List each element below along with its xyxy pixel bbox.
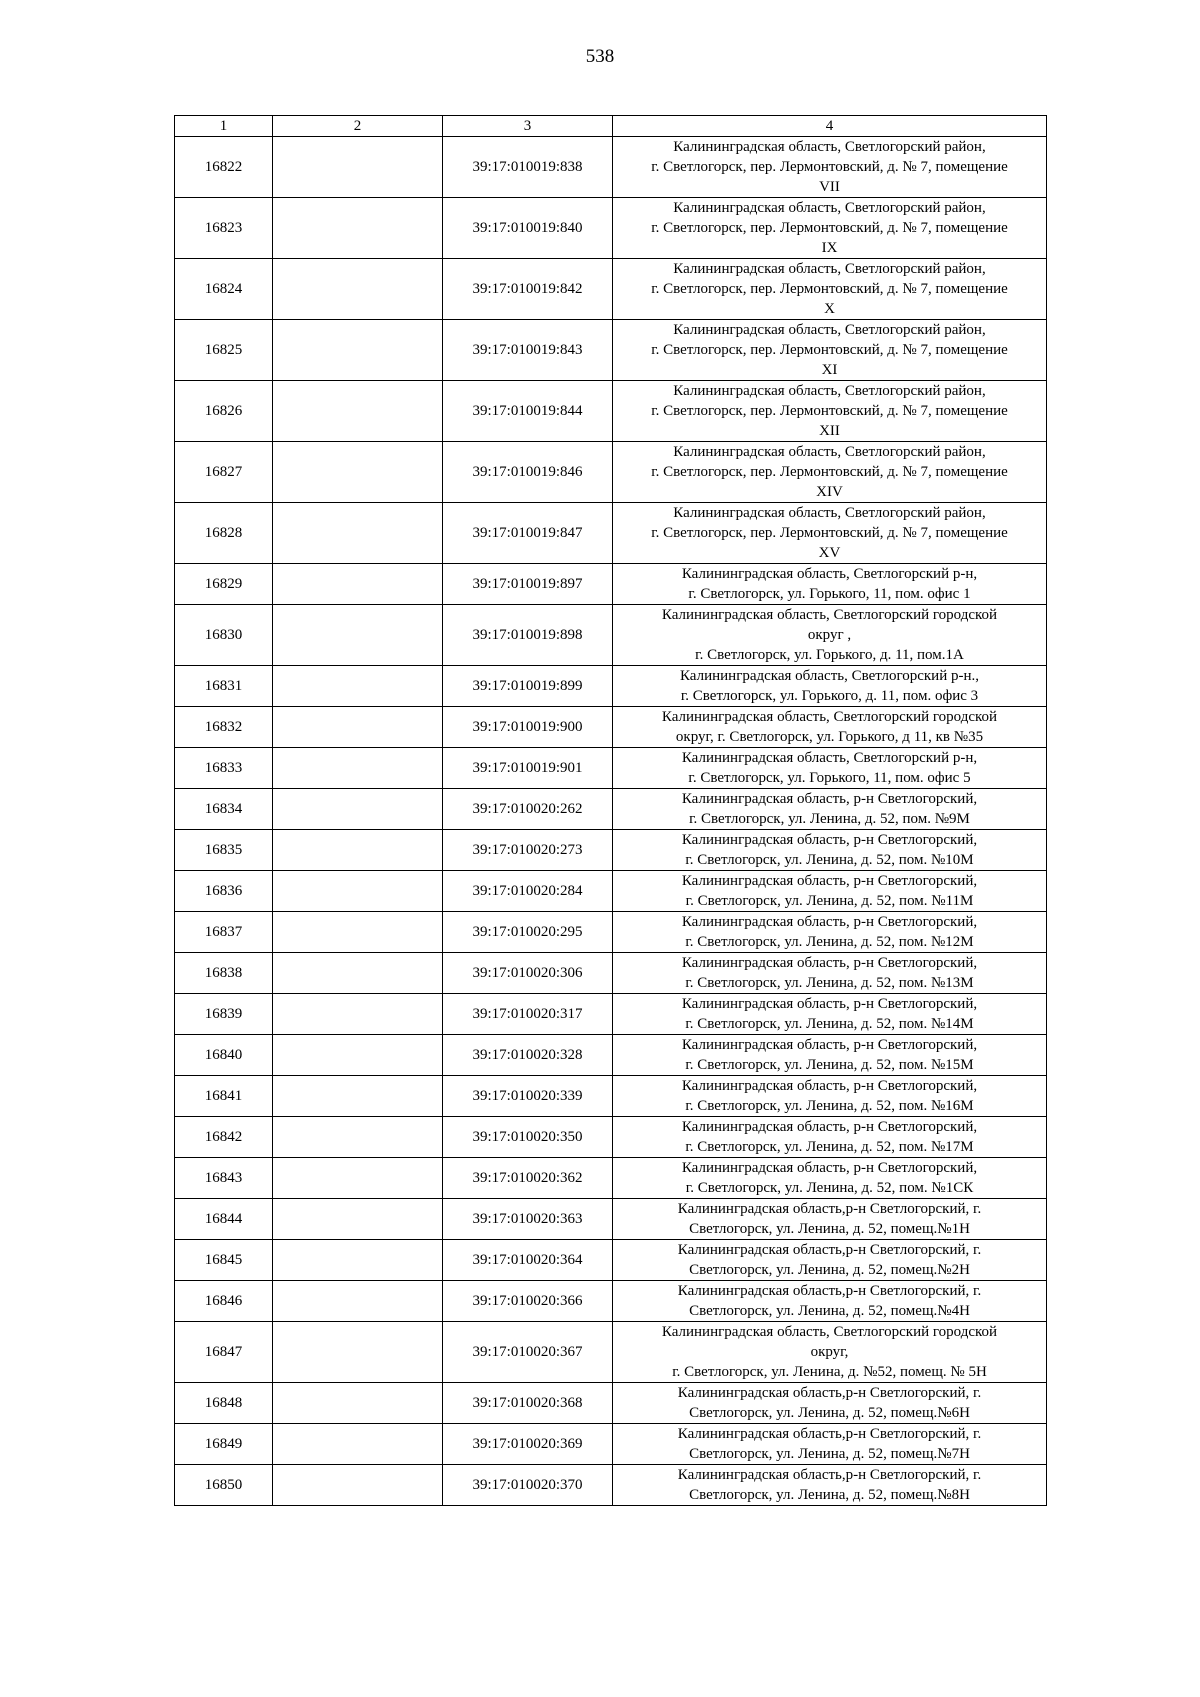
table-header-row xyxy=(175,116,1047,137)
row-number-cell: 16850 xyxy=(175,1465,273,1506)
address-cell: Калининградская область, р-н Светлогорский, г. Светлогорск, ул. Ленина, д. 52, пом. №12М xyxy=(613,912,1047,953)
table-row xyxy=(175,442,1047,503)
table-row xyxy=(175,871,1047,912)
table-row xyxy=(175,605,1047,666)
cadastral-number-cell: 39:17:010019:846 xyxy=(443,442,613,503)
row-number-cell: 16835 xyxy=(175,830,273,871)
row-number-cell: 16831 xyxy=(175,666,273,707)
address-cell: Калининградская область,р-н Светлогорский, г. Светлогорск, ул. Ленина, д. 52, помещ.№1Н xyxy=(613,1199,1047,1240)
table-row xyxy=(175,789,1047,830)
column-header-3: 3 xyxy=(443,116,613,137)
address-cell: Калининградская область, Светлогорский городской округ, г. Светлогорск, ул. Ленина, д. №52, помещ. № 5Н xyxy=(613,1322,1047,1383)
row-column2-cell xyxy=(273,605,443,666)
cadastral-number-cell: 39:17:010020:317 xyxy=(443,994,613,1035)
row-number-cell: 16843 xyxy=(175,1158,273,1199)
page-number: 538 xyxy=(585,46,615,67)
address-cell: Калининградская область, Светлогорский район, г. Светлогорск, пер. Лермонтовский, д. № 7, помещение XII xyxy=(613,381,1047,442)
row-number-cell: 16847 xyxy=(175,1322,273,1383)
row-number-cell: 16840 xyxy=(175,1035,273,1076)
row-column2-cell xyxy=(273,830,443,871)
row-column2-cell xyxy=(273,953,443,994)
cadastral-number-cell: 39:17:010019:897 xyxy=(443,564,613,605)
table-row xyxy=(175,1035,1047,1076)
cadastral-number-cell: 39:17:010019:844 xyxy=(443,381,613,442)
address-cell: Калининградская область, Светлогорский район, г. Светлогорск, пер. Лермонтовский, д. № 7, помещение XI xyxy=(613,320,1047,381)
row-number-cell: 16842 xyxy=(175,1117,273,1158)
row-number-cell: 16828 xyxy=(175,503,273,564)
address-cell: Калининградская область, р-н Светлогорский, г. Светлогорск, ул. Ленина, д. 52, пом. №10М xyxy=(613,830,1047,871)
row-column2-cell xyxy=(273,259,443,320)
row-column2-cell xyxy=(273,1322,443,1383)
row-number-cell: 16845 xyxy=(175,1240,273,1281)
row-number-cell: 16836 xyxy=(175,871,273,912)
table-row xyxy=(175,381,1047,442)
table-row xyxy=(175,1383,1047,1424)
row-number-cell: 16824 xyxy=(175,259,273,320)
cadastral-number-cell: 39:17:010020:262 xyxy=(443,789,613,830)
column-header-2: 2 xyxy=(273,116,443,137)
row-column2-cell xyxy=(273,1199,443,1240)
table-row xyxy=(175,1158,1047,1199)
cadastral-number-cell: 39:17:010020:367 xyxy=(443,1322,613,1383)
address-cell: Калининградская область, Светлогорский р-н, г. Светлогорск, ул. Горького, 11, пом. офис 1 xyxy=(613,564,1047,605)
address-cell: Калининградская область, Светлогорский городской округ , г. Светлогорск, ул. Горького, д. 11, пом.1А xyxy=(613,605,1047,666)
row-number-cell: 16827 xyxy=(175,442,273,503)
column-header-1: 1 xyxy=(175,116,273,137)
row-column2-cell xyxy=(273,137,443,198)
address-cell: Калининградская область, р-н Светлогорский, г. Светлогорск, ул. Ленина, д. 52, пом. №16М xyxy=(613,1076,1047,1117)
address-cell: Калининградская область, Светлогорский район, г. Светлогорск, пер. Лермонтовский, д. № 7, помещение XIV xyxy=(613,442,1047,503)
cadastral-number-cell: 39:17:010019:843 xyxy=(443,320,613,381)
table-row xyxy=(175,1465,1047,1506)
row-column2-cell xyxy=(273,320,443,381)
row-column2-cell xyxy=(273,1035,443,1076)
row-column2-cell xyxy=(273,1424,443,1465)
table-row xyxy=(175,707,1047,748)
address-cell: Калининградская область, Светлогорский р-н, г. Светлогорск, ул. Горького, 11, пом. офис 5 xyxy=(613,748,1047,789)
row-column2-cell xyxy=(273,1076,443,1117)
table-row xyxy=(175,1076,1047,1117)
table-row xyxy=(175,137,1047,198)
row-number-cell: 16841 xyxy=(175,1076,273,1117)
address-cell: Калининградская область, р-н Светлогорский, г. Светлогорск, ул. Ленина, д. 52, пом. №9М xyxy=(613,789,1047,830)
row-column2-cell xyxy=(273,789,443,830)
table-row xyxy=(175,830,1047,871)
row-number-cell: 16830 xyxy=(175,605,273,666)
address-cell: Калининградская область, р-н Светлогорский, г. Светлогорск, ул. Ленина, д. 52, пом. №13М xyxy=(613,953,1047,994)
row-number-cell: 16849 xyxy=(175,1424,273,1465)
row-column2-cell xyxy=(273,198,443,259)
row-number-cell: 16837 xyxy=(175,912,273,953)
address-cell: Калининградская область,р-н Светлогорский, г. Светлогорск, ул. Ленина, д. 52, помещ.№4Н xyxy=(613,1281,1047,1322)
address-cell: Калининградская область, р-н Светлогорский, г. Светлогорск, ул. Ленина, д. 52, пом. №11М xyxy=(613,871,1047,912)
row-number-cell: 16834 xyxy=(175,789,273,830)
row-column2-cell xyxy=(273,381,443,442)
cadastral-number-cell: 39:17:010019:840 xyxy=(443,198,613,259)
row-number-cell: 16826 xyxy=(175,381,273,442)
cadastral-number-cell: 39:17:010019:898 xyxy=(443,605,613,666)
cadastral-number-cell: 39:17:010019:901 xyxy=(443,748,613,789)
cadastral-number-cell: 39:17:010019:838 xyxy=(443,137,613,198)
cadastral-number-cell: 39:17:010020:273 xyxy=(443,830,613,871)
row-number-cell: 16822 xyxy=(175,137,273,198)
table-row xyxy=(175,1199,1047,1240)
row-column2-cell xyxy=(273,503,443,564)
row-column2-cell xyxy=(273,871,443,912)
row-number-cell: 16844 xyxy=(175,1199,273,1240)
row-number-cell: 16829 xyxy=(175,564,273,605)
address-cell: Калининградская область, р-н Светлогорский, г. Светлогорск, ул. Ленина, д. 52, пом. №14М xyxy=(613,994,1047,1035)
row-column2-cell xyxy=(273,1465,443,1506)
row-column2-cell xyxy=(273,564,443,605)
table-row xyxy=(175,503,1047,564)
cadastral-number-cell: 39:17:010020:366 xyxy=(443,1281,613,1322)
cadastral-number-cell: 39:17:010020:368 xyxy=(443,1383,613,1424)
cadastral-number-cell: 39:17:010020:369 xyxy=(443,1424,613,1465)
table-row xyxy=(175,994,1047,1035)
row-column2-cell xyxy=(273,912,443,953)
row-column2-cell xyxy=(273,1240,443,1281)
row-column2-cell xyxy=(273,1117,443,1158)
row-column2-cell xyxy=(273,1158,443,1199)
table-row xyxy=(175,1240,1047,1281)
table-row xyxy=(175,1117,1047,1158)
row-column2-cell xyxy=(273,994,443,1035)
address-cell: Калининградская область,р-н Светлогорский, г. Светлогорск, ул. Ленина, д. 52, помещ.№7Н xyxy=(613,1424,1047,1465)
table-row xyxy=(175,198,1047,259)
address-cell: Калининградская область,р-н Светлогорский, г. Светлогорск, ул. Ленина, д. 52, помещ.№8Н xyxy=(613,1465,1047,1506)
table-row xyxy=(175,1281,1047,1322)
row-column2-cell xyxy=(273,748,443,789)
cadastral-number-cell: 39:17:010019:899 xyxy=(443,666,613,707)
address-cell: Калининградская область, Светлогорский городской округ, г. Светлогорск, ул. Горького, д 11, кв №35 xyxy=(613,707,1047,748)
row-number-cell: 16825 xyxy=(175,320,273,381)
row-number-cell: 16846 xyxy=(175,1281,273,1322)
cadastral-number-cell: 39:17:010020:339 xyxy=(443,1076,613,1117)
address-cell: Калининградская область, р-н Светлогорский, г. Светлогорск, ул. Ленина, д. 52, пом. №15М xyxy=(613,1035,1047,1076)
row-column2-cell xyxy=(273,707,443,748)
row-number-cell: 16833 xyxy=(175,748,273,789)
row-column2-cell xyxy=(273,1383,443,1424)
address-cell: Калининградская область, Светлогорский район, г. Светлогорск, пер. Лермонтовский, д. № 7, помещение X xyxy=(613,259,1047,320)
address-cell: Калининградская область,р-н Светлогорский, г. Светлогорск, ул. Ленина, д. 52, помещ.№6Н xyxy=(613,1383,1047,1424)
table-row xyxy=(175,320,1047,381)
row-column2-cell xyxy=(273,1281,443,1322)
row-number-cell: 16832 xyxy=(175,707,273,748)
address-cell: Калининградская область, Светлогорский район, г. Светлогорск, пер. Лермонтовский, д. № 7, помещение IX xyxy=(613,198,1047,259)
cadastral-number-cell: 39:17:010019:847 xyxy=(443,503,613,564)
table-row xyxy=(175,1322,1047,1383)
row-number-cell: 16838 xyxy=(175,953,273,994)
cadastral-number-cell: 39:17:010020:284 xyxy=(443,871,613,912)
address-cell: Калининградская область, Светлогорский р-н., г. Светлогорск, ул. Горького, д. 11, пом. офис 3 xyxy=(613,666,1047,707)
row-column2-cell xyxy=(273,666,443,707)
address-cell: Калининградская область, Светлогорский район, г. Светлогорск, пер. Лермонтовский, д. № 7, помещение VII xyxy=(613,137,1047,198)
table-row xyxy=(175,1424,1047,1465)
table-row xyxy=(175,564,1047,605)
cadastral-number-cell: 39:17:010020:362 xyxy=(443,1158,613,1199)
cadastral-number-cell: 39:17:010019:900 xyxy=(443,707,613,748)
cadastral-number-cell: 39:17:010020:306 xyxy=(443,953,613,994)
cadastral-number-cell: 39:17:010020:363 xyxy=(443,1199,613,1240)
address-cell: Калининградская область, Светлогорский район, г. Светлогорск, пер. Лермонтовский, д. № 7, помещение XV xyxy=(613,503,1047,564)
table-row xyxy=(175,748,1047,789)
cadastral-number-cell: 39:17:010020:328 xyxy=(443,1035,613,1076)
address-cell: Калининградская область,р-н Светлогорский, г. Светлогорск, ул. Ленина, д. 52, помещ.№2Н xyxy=(613,1240,1047,1281)
row-number-cell: 16839 xyxy=(175,994,273,1035)
row-column2-cell xyxy=(273,442,443,503)
cadastral-number-cell: 39:17:010020:364 xyxy=(443,1240,613,1281)
row-number-cell: 16823 xyxy=(175,198,273,259)
table-row xyxy=(175,666,1047,707)
cadastral-number-cell: 39:17:010020:295 xyxy=(443,912,613,953)
table-row xyxy=(175,912,1047,953)
table-row xyxy=(175,953,1047,994)
address-cell: Калининградская область, р-н Светлогорский, г. Светлогорск, ул. Ленина, д. 52, пом. №17М xyxy=(613,1117,1047,1158)
row-number-cell: 16848 xyxy=(175,1383,273,1424)
cadastral-number-cell: 39:17:010019:842 xyxy=(443,259,613,320)
table-row xyxy=(175,259,1047,320)
cadastral-number-cell: 39:17:010020:370 xyxy=(443,1465,613,1506)
cadastral-number-cell: 39:17:010020:350 xyxy=(443,1117,613,1158)
address-cell: Калининградская область, р-н Светлогорский, г. Светлогорск, ул. Ленина, д. 52, пом. №1СК xyxy=(613,1158,1047,1199)
column-header-4: 4 xyxy=(613,116,1047,137)
registry-table xyxy=(174,115,1047,1506)
